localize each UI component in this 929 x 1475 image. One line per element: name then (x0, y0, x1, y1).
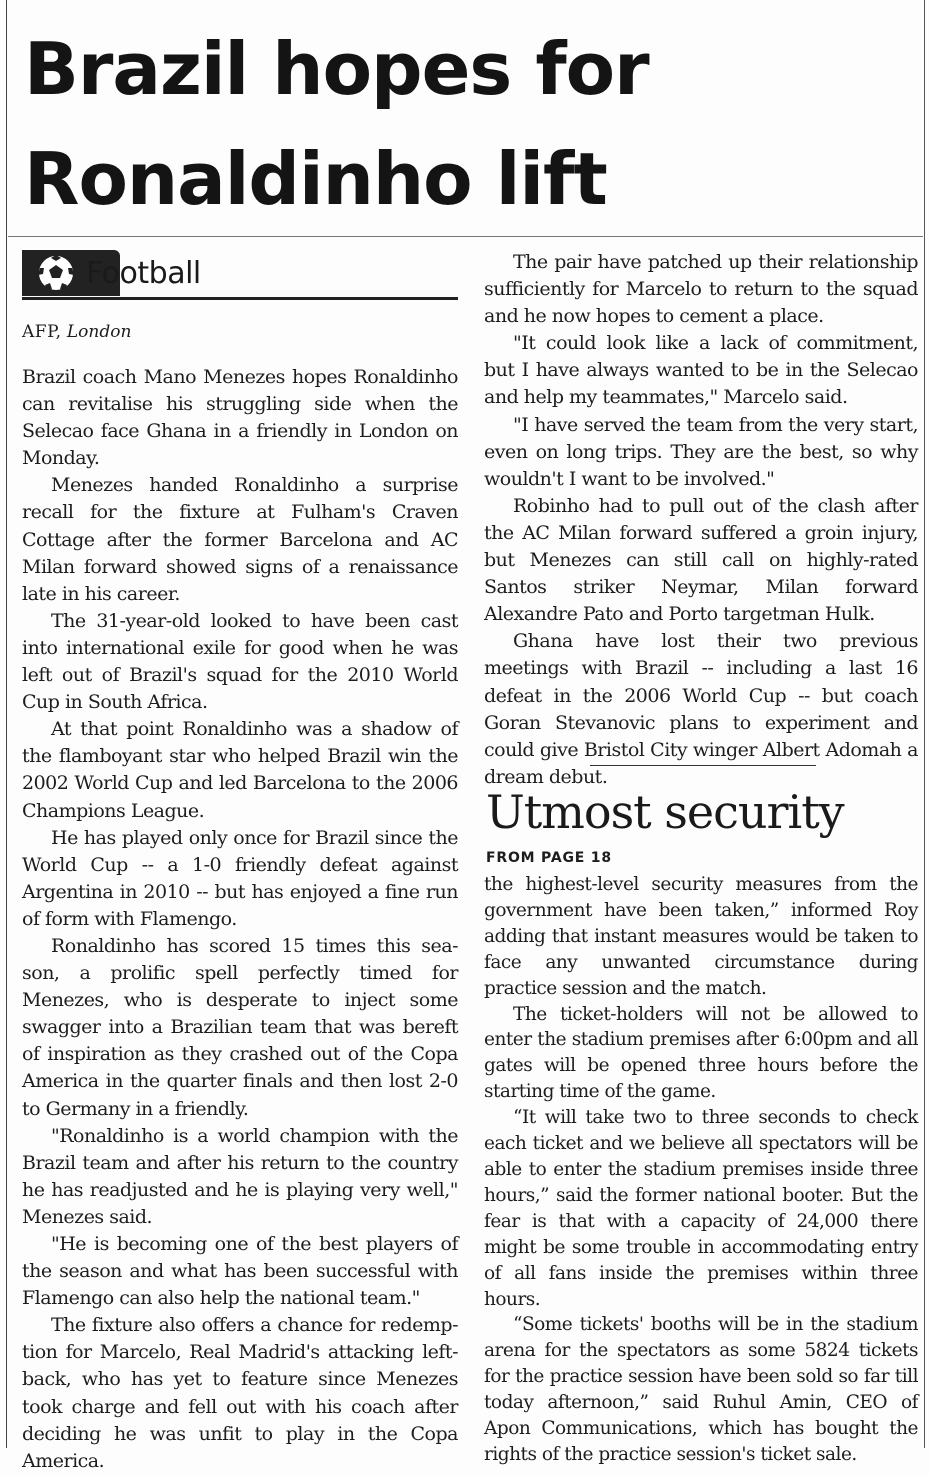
section-label: Football (86, 255, 201, 291)
headline-line-2: Ronaldinho lift (24, 137, 607, 221)
paragraph: Brazil coach Mano Menezes hopes Ronaldinho can revitalise his struggling side when the Selecao face Ghana in a friendly in London on Monday. (22, 366, 458, 470)
headline-line-1: Brazil hopes for (24, 27, 649, 111)
paragraph: At that point Ronaldinho was a shadow of the flamboyant star who helped Brazil win the 2002 World Cup and led Barcelona to the 2006 Champions League. (22, 718, 458, 822)
headline (24, 14, 904, 234)
soccer-ball-icon (36, 253, 76, 293)
byline (22, 322, 131, 342)
paragraph: The fixture also offers a chance for redemp-tion for Marcelo, Real Madrid's attacking left-back, who has yet to feature since Menezes took charge and fell out with his coach after deciding he was unfit to play in the Copa America. (22, 1314, 458, 1472)
page-left-edge (6, 0, 7, 1448)
paragraph: Ronaldinho has scored 15 times this sea-son, a prolific spell perfectly timed for Menezes, who is desperate to inject some swagger into a Brazilian team that was bereft of inspiration as they crashed out of the Copa America in the quarter finals and then lost 2-0 to Germany in a friendly. (22, 934, 458, 1120)
section-tag (22, 250, 201, 296)
second-story-title: Utmost security (486, 785, 844, 839)
article-column-left (22, 364, 458, 1475)
paragraph: Menezes handed Ronaldinho a surprise recall for the fixture at Fulham's Craven Cottage after the former Barcelona and AC Milan forward showed signs of a renaissance late in his career. (22, 474, 458, 605)
headline-rule (8, 236, 923, 237)
story-divider (590, 765, 816, 766)
paragraph: The ticket-holders will not be allowed to enter the stadium premises after 6:00pm and all gates will be opened three hours before the starting time of the game. (484, 1003, 918, 1103)
paragraph: "He is becoming one of the best players of the season and what has been successful with Flamengo can also help the national team." (22, 1233, 458, 1310)
byline-agency: AFP, (22, 322, 62, 342)
paragraph: "It could look like a lack of commitment, but I have always wanted to be in the Selecao and help my teammates," Marcelo said. (484, 332, 918, 409)
paragraph: The pair have patched up their relationship sufficiently for Marcelo to return to the squad and he now hopes to cement a place. (484, 251, 918, 328)
article-column-right (484, 249, 918, 791)
paragraph: the highest-level security measures from the government have been taken,” informed Roy adding that instant measures would be taken to face any unwanted circumstance during practice session and the match. (484, 874, 918, 999)
continued-from-label: FROM PAGE 18 (486, 850, 612, 866)
paragraph: Robinho had to pull out of the clash after the AC Milan forward suffered a groin injury, but Menezes can still call on highly-rated Santos striker Neymar, Milan forward Alexandre Pato and Porto targetman Hulk. (484, 494, 918, 626)
paragraph: “Some tickets' booths will be in the stadium arena for the spectators as some 5824 tickets for the practice session have been sold so far till today afternoon,” said Ruhul Amin, CEO of Apon Communications, which has bought the rights of the practice session's ticket sale. (484, 1314, 918, 1465)
byline-location: London (66, 322, 132, 342)
paragraph: “It will take two to three seconds to check each ticket and we believe all spectators will be able to enter the stadium premises inside three hours,” said the former national booter. But the fear is that with a capacity of 24,000 there might be some trouble in accommodating entry of all fans inside the premises within three hours. (484, 1107, 918, 1310)
section-underline (22, 297, 458, 300)
paragraph: Ghana have lost their two previous meetings with Brazil -- including a last 16 defeat in the 2006 World Cup -- but coach Goran Stevanovic plans to experiment and could give Bristol City winger Albert Adomah a dream debut. (484, 630, 918, 788)
paragraph: He has played only once for Brazil since the World Cup -- a 1-0 friendly defeat against Argentina in 2010 -- but has enjoyed a fine run of form with Flamengo. (22, 826, 458, 930)
second-story-body (484, 872, 918, 1468)
paragraph: "I have served the team from the very start, even on long trips. They are the best, so why wouldn't I want to be involved." (484, 413, 918, 490)
paragraph: The 31-year-old looked to have been cast into international exile for good when he was left out of Brazil's squad for the 2010 World Cup in South Africa. (22, 609, 458, 714)
paragraph: "Ronaldinho is a world champion with the Brazil team and after his return to the country he has readjusted and he is playing very well," Menezes said. (22, 1124, 458, 1228)
page-right-edge (924, 0, 925, 1448)
